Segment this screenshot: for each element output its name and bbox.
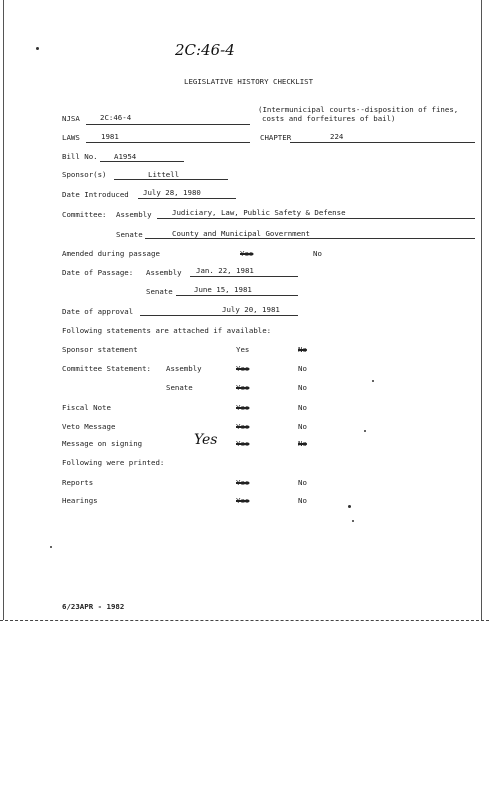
statement-no: No <box>298 345 307 354</box>
bill-value: A1954 <box>114 152 137 161</box>
speck <box>36 47 39 50</box>
printed-label: Hearings <box>62 496 98 505</box>
printed-yes: Yes <box>236 478 250 487</box>
statement-label: Veto Message <box>62 422 116 431</box>
sponsor-underline <box>114 179 228 180</box>
passage-senate-underline <box>176 295 298 296</box>
statement-yes: Yes <box>236 439 250 448</box>
laws-label: LAWS <box>62 133 80 142</box>
speck <box>50 546 52 548</box>
amended-yes: Yes <box>240 249 254 258</box>
njsa-underline <box>86 124 250 125</box>
handwritten-yes: Yes <box>194 432 218 448</box>
laws-value: 1981 <box>101 132 119 141</box>
attached-heading: Following statements are attached if available: <box>62 326 272 335</box>
statement-yes: Yes <box>236 403 250 412</box>
sponsor-value: Littell <box>148 170 180 179</box>
chapter-value: 224 <box>330 132 344 141</box>
description-line-2: costs and forfeitures of bail) <box>262 114 396 123</box>
passage-assembly-underline <box>190 276 298 277</box>
chapter-underline <box>290 142 475 143</box>
njsa-value: 2C:46-4 <box>100 113 132 122</box>
date-introduced-underline <box>138 198 236 199</box>
committee-assembly-value: Judiciary, Law, Public Safety & Defense <box>172 208 346 217</box>
handwritten-code: 2C:46-4 <box>175 41 235 59</box>
left-scan-edge <box>3 0 4 620</box>
passage-senate-label: Senate <box>146 287 173 296</box>
statement-label: Fiscal Note <box>62 403 111 412</box>
printed-heading: Following were printed: <box>62 458 165 467</box>
speck <box>352 520 354 522</box>
statement-label: Committee Statement: <box>62 364 151 373</box>
description-line-1: (Intermunicipal courts--disposition of fines, <box>258 105 459 114</box>
approval-label: Date of approval <box>62 307 134 316</box>
chapter-label: CHAPTER <box>260 133 292 142</box>
committee-senate-value: County and Municipal Government <box>172 229 310 238</box>
date-introduced-value: July 28, 1980 <box>143 188 201 197</box>
date-introduced-label: Date Introduced <box>62 190 129 199</box>
passage-senate-value: June 15, 1981 <box>194 285 252 294</box>
committee-label: Committee: <box>62 210 107 219</box>
passage-assembly-label: Assembly <box>146 268 182 277</box>
bill-label: Bill No. <box>62 152 98 161</box>
committee-senate-label: Senate <box>116 230 143 239</box>
statement-yes: Yes <box>236 364 250 373</box>
printed-yes: Yes <box>236 496 250 505</box>
speck <box>364 430 366 432</box>
statement-yes: Yes <box>236 422 250 431</box>
statement-yes: Yes <box>236 383 250 392</box>
statement-label: Message on signing <box>62 439 143 448</box>
speck <box>372 380 374 382</box>
amended-label: Amended during passage <box>62 249 160 258</box>
statement-sub-label: Assembly <box>166 364 202 373</box>
passage-label: Date of Passage: <box>62 268 134 277</box>
laws-underline <box>86 142 250 143</box>
statement-label: Sponsor statement <box>62 345 138 354</box>
right-scan-edge <box>481 0 482 620</box>
njsa-label: NJSA <box>62 114 80 123</box>
committee-assembly-underline <box>157 218 475 219</box>
sponsor-label: Sponsor(s) <box>62 170 107 179</box>
printed-label: Reports <box>62 478 94 487</box>
speck <box>348 505 351 508</box>
statement-sub-label: Senate <box>166 383 193 392</box>
amended-no: No <box>313 249 322 258</box>
statement-no: No <box>298 403 307 412</box>
committee-assembly-label: Assembly <box>116 210 152 219</box>
statement-no: No <box>298 422 307 431</box>
printed-no: No <box>298 496 307 505</box>
footer-stamp: 6/23APR - 1982 <box>62 602 125 611</box>
statement-no: No <box>298 383 307 392</box>
printed-no: No <box>298 478 307 487</box>
statement-no: No <box>298 439 307 448</box>
passage-assembly-value: Jan. 22, 1981 <box>196 266 254 275</box>
approval-underline <box>140 315 298 316</box>
approval-value: July 20, 1981 <box>222 305 280 314</box>
bottom-scan-edge <box>0 620 489 621</box>
page-title: LEGISLATIVE HISTORY CHECKLIST <box>184 77 314 86</box>
statement-yes: Yes <box>236 345 250 354</box>
committee-senate-underline <box>145 238 475 239</box>
bill-underline <box>100 161 184 162</box>
statement-no: No <box>298 364 307 373</box>
